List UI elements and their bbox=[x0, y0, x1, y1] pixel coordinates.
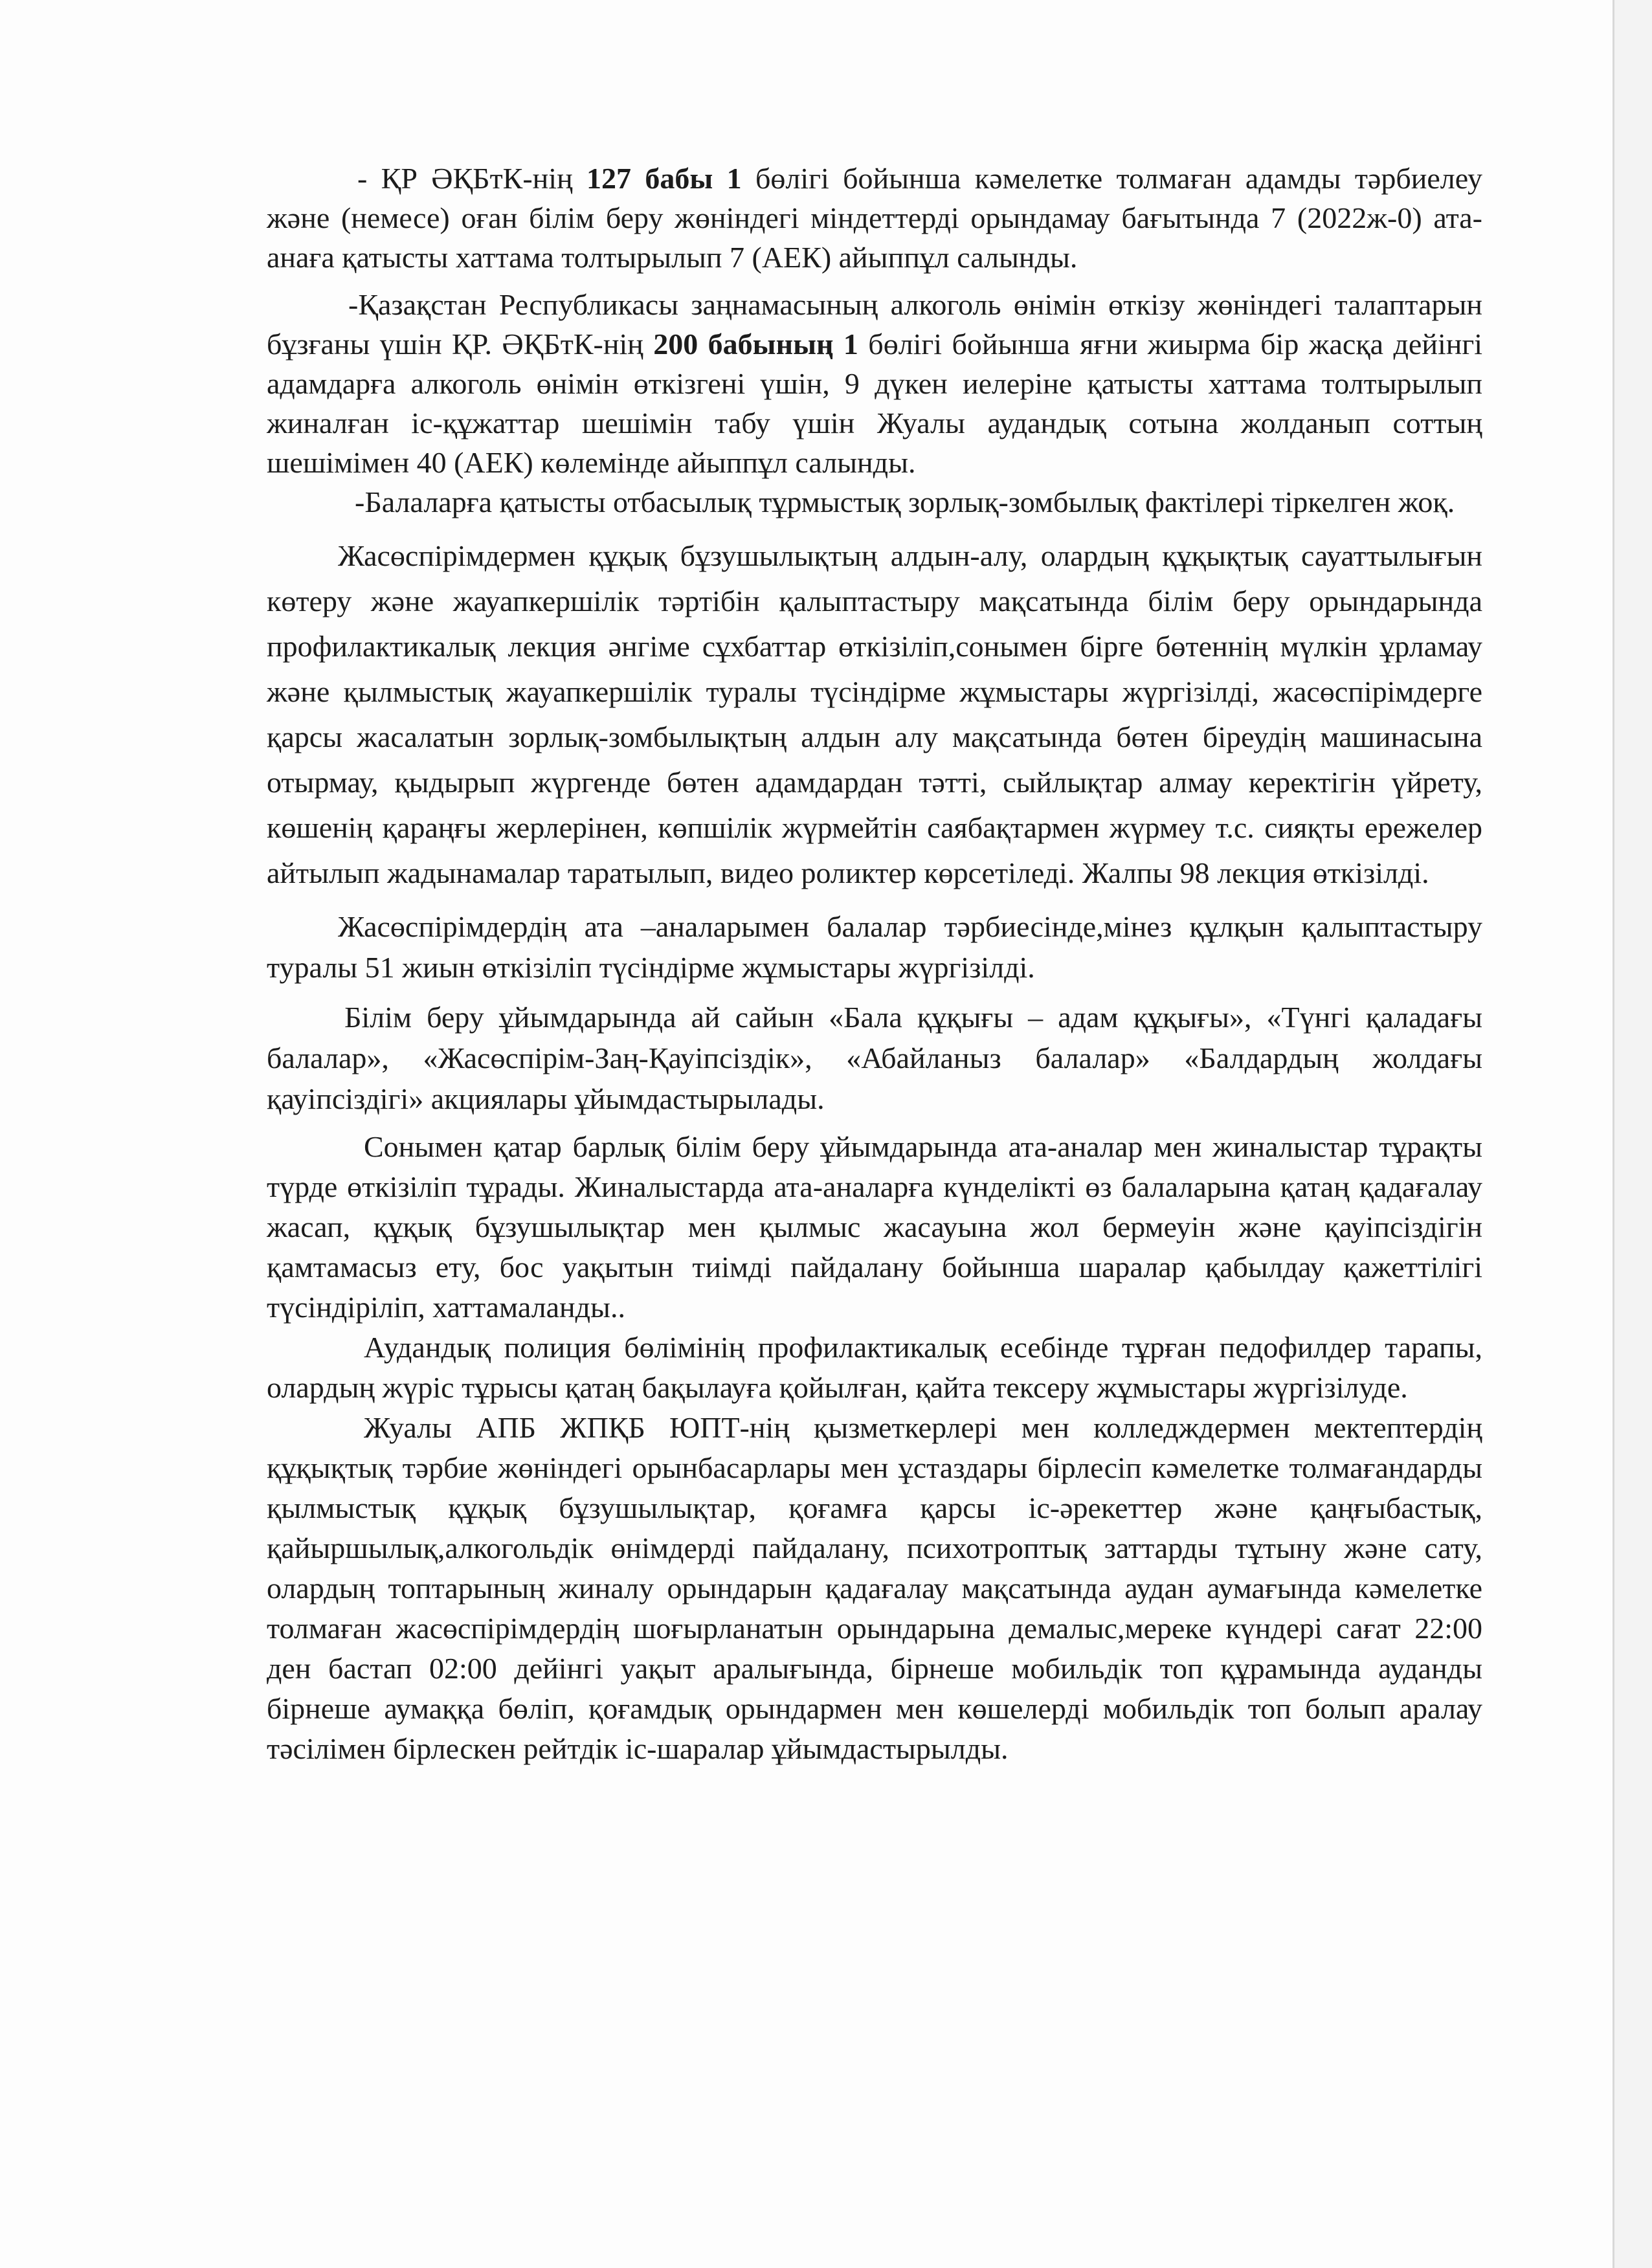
paragraph-text: -Қазақстан Республикасы заңнамасының алкоголь өнімін өткізу жөніндегі талаптарын бұзғаны үшін ҚР. ӘҚБтК-нің bbox=[267, 288, 1482, 361]
paragraph-alcohol-sales bbox=[267, 285, 1482, 482]
page-edge bbox=[1613, 0, 1614, 2268]
document-body bbox=[267, 159, 1482, 1769]
article-reference: 127 бабы 1 bbox=[586, 162, 742, 195]
paragraph-text: - ҚР ӘҚБтК-нің bbox=[357, 162, 587, 195]
paragraph-domestic-violence: -Балаларға қатысты отбасылық тұрмыстық зорлық-зомбылық фактілері тіркелген жоқ. bbox=[355, 485, 1455, 518]
scan-margin bbox=[1614, 0, 1652, 2268]
article-reference: 200 бабының 1 bbox=[653, 328, 858, 361]
paragraph-parent-assemblies: Сонымен қатар барлық білім беру ұйымдарында ата-аналар мен жиналыстар тұрақты түрде өткізіліп тұрады. Жиналыстарда ата-аналарға күнделікті өз балаларына қатаң қадағалау жасап, құқық бұзушылықтар мен қылмыс жасауына жол бермеуін және қауіпсіздігін қамтамасыз ету, бос уақытын тиімді пайдалану бойынша шаралар қабылдау қажеттілігі түсіндіріліп, хаттамаланды.. bbox=[267, 1130, 1482, 1324]
paragraph-parent-meetings: Жасөспірімдердің ата –аналарымен балалар тәрбиесінде,мінез құлқын қалыптастыру туралы 51 жиын өткізіліп түсіндірме жұмыстары жүргізілді. bbox=[267, 910, 1482, 984]
paragraph-text: бөлігі бойынша кәмелетке толмаған адамды тәрбиелеу және (немесе) оған білім беру жөніндегі міндеттерді орындамау бағытында 7 (2022ж-0) ата-анаға қатысты хаттама толтырылып 7 (АЕК) айыппұл салынды. bbox=[267, 162, 1483, 274]
paragraph-police-monitoring: Аудандық полиция бөлімінің профилактикалық есебінде тұрған педофилдер тарапы, олардың жүріс тұрысы қатаң бақылауға қойылған, қайта тексеру жұмыстары жүргізілуде. bbox=[267, 1331, 1482, 1404]
paragraph-joint-raids: Жуалы АПБ ЖПҚБ ЮПТ-нің қызметкерлері мен колледждермен мектептердің құқықтық тәрбие жөніндегі орынбасарлары мен ұстаздары бірлесіп кәмелетке толмағандарды қылмыстық құқық бұзушылықтар, қоғамға қарсы іс-әрекеттер және қаңғыбастық, қайыршылық,алкогольдік өнімдерді пайдалану, психотроптық заттарды тұтыну және сату, олардың топтарының жиналу орындарын қадағалау мақсатында аудан аумағында кәмелетке толмаған жасөспірімдердің шоғырланатын орындарына демалыс,мереке күндері сағат 22:00 ден бастап 02:00 дейінгі уақыт аралығында, бірнеше мобильдік топ құрамында ауданды бірнеше аумаққа бөліп, қоғамдық орындармен мен көшелерді мобильдік топ болып аралау тәсілімен бірлескен рейтдік іс-шаралар ұйымдастырылды. bbox=[267, 1411, 1482, 1765]
paragraph-text: бөлігі бойынша яғни жиырма бір жасқа дейінгі адамдарға алкоголь өнімін өткізгені үшін, 9 дүкен иелеріне қатысты хаттама толтырылып жиналған іс-құжаттар шешімін табу үшін Жуалы аудандық сотына жолданып соттың шешімімен 40 (АЕК) көлемінде айыппұл салынды. bbox=[267, 328, 1482, 479]
paragraph-school-campaigns: Білім беру ұйымдарында ай сайын «Бала құқығы – адам құқығы», «Түнгі қаладағы балалар», «Жасөспірім-Заң-Қауіпсіздік», «Абайланыз балалар» «Балдардың жолдағы қауіпсіздігі» акциялары ұйымдастырылады. bbox=[267, 1001, 1482, 1115]
paragraph-prevention-lectures: Жасөспірімдермен құқық бұзушылықтың алдын-алу, олардың құқықтық сауаттылығын көтеру және жауапкершілік тәртібін қалыптастыру мақсатында білім беру орындарында профилактикалық лекция әнгіме сұхбаттар өткізіліп,сонымен бірге бөтеннің мүлкін ұрламау және қылмыстық жауапкершілік туралы түсіндірме жұмыстары жүргізілді, жасөспірімдерге қарсы жасалатын зорлық-зомбылықтың алдын алу мақсатында бөтен біреудің машинасына отырмау, қыдырып жүргенде бөтен адамдардан тәтті, сыйлықтар алмау керектігін үйрету, көшенің қараңғы жерлерінен, көпшілік жүрмейтін саябақтармен жүрмеу т.с. сияқты ережелер айтылып жадынамалар таратылып, видео роликтер көрсетіледі. Жалпы 98 лекция өткізілді. bbox=[267, 539, 1482, 889]
paragraph-administrative-fines-parents bbox=[267, 159, 1482, 277]
